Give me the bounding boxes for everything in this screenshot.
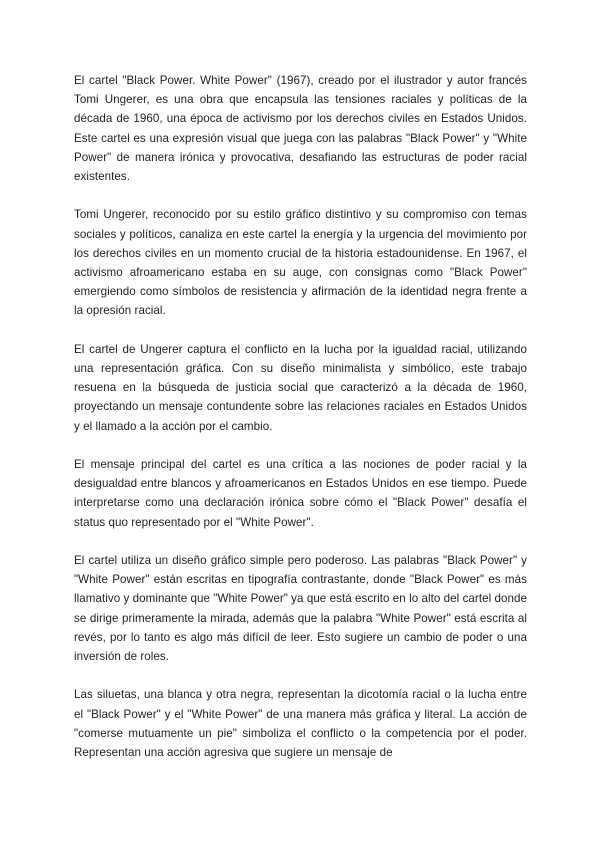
paragraph-6: Las siluetas, una blanca y otra negra, representan la dicotomía racial o la lucha entre el "Black Power" y el "White Power" de una manera más gráfica y literal. La acción de "comerse mutuamente un pie" simboliza el conflicto o la competencia por el poder. Representan una acción agresiva que sugiere un mensaje de [74,688,527,760]
paragraph-1: El cartel "Black Power. White Power" (1967), creado por el ilustrador y autor francés Tomi Ungerer, es una obra que encapsula las tensiones raciales y políticas de la década de 1960, una época de activismo por los derechos civiles en Estados Unidos. Este cartel es una expresión visual que juega con las palabras "Black Power" y "White Power" de manera irónica y provocativa, desafiando las estructuras de poder racial existentes. [74,74,527,184]
paragraph-3: El cartel de Ungerer captura el conflicto en la lucha por la igualdad racial, utilizando una representación gráfica. Con su diseño minimalista y simbólico, este trabajo resuena en la búsqueda de justicia social que caracterizó a la década de 1960, proyectando un mensaje contundente sobre las relaciones raciales en Estados Unidos y el llamado a la acción por el cambio. [74,342,527,433]
paragraph-5: El cartel utiliza un diseño gráfico simple pero poderoso. Las palabras "Black Power" y "White Power" están escritas en tipografía contrastante, donde "Black Power" es más llamativo y dominante que "White Power" ya que está escrito en lo alto del cartel donde se dirige primeramente la mirada, además que la palabra "White Power" está escrita al revés, por lo tanto es algo más difícil de leer. Esto sugiere un cambio de poder o una inversión de roles. [74,554,527,664]
paragraph-4: El mensaje principal del cartel es una crítica a las nociones de poder racial y la desigualdad entre blancos y afroamericanos en Estados Unidos en ese tiempo. Puede interpretarse como una declaración irónica sobre cómo el "Black Power" desafía el status quo representado por el "White Power". [74,458,527,529]
document-body [74,71,527,762]
paragraph-2: Tomi Ungerer, reconocido por su estilo gráfico distintivo y su compromiso con temas sociales y políticos, canaliza en este cartel la energía y la urgencia del movimiento por los derechos civiles en un momento crucial de la historia estadounidense. En 1967, el activismo afroamericano estaba en su auge, con consignas como "Black Power" emergiendo como símbolos de resistencia y afirmación de la identidad negra frente a la opresión racial. [74,208,527,318]
